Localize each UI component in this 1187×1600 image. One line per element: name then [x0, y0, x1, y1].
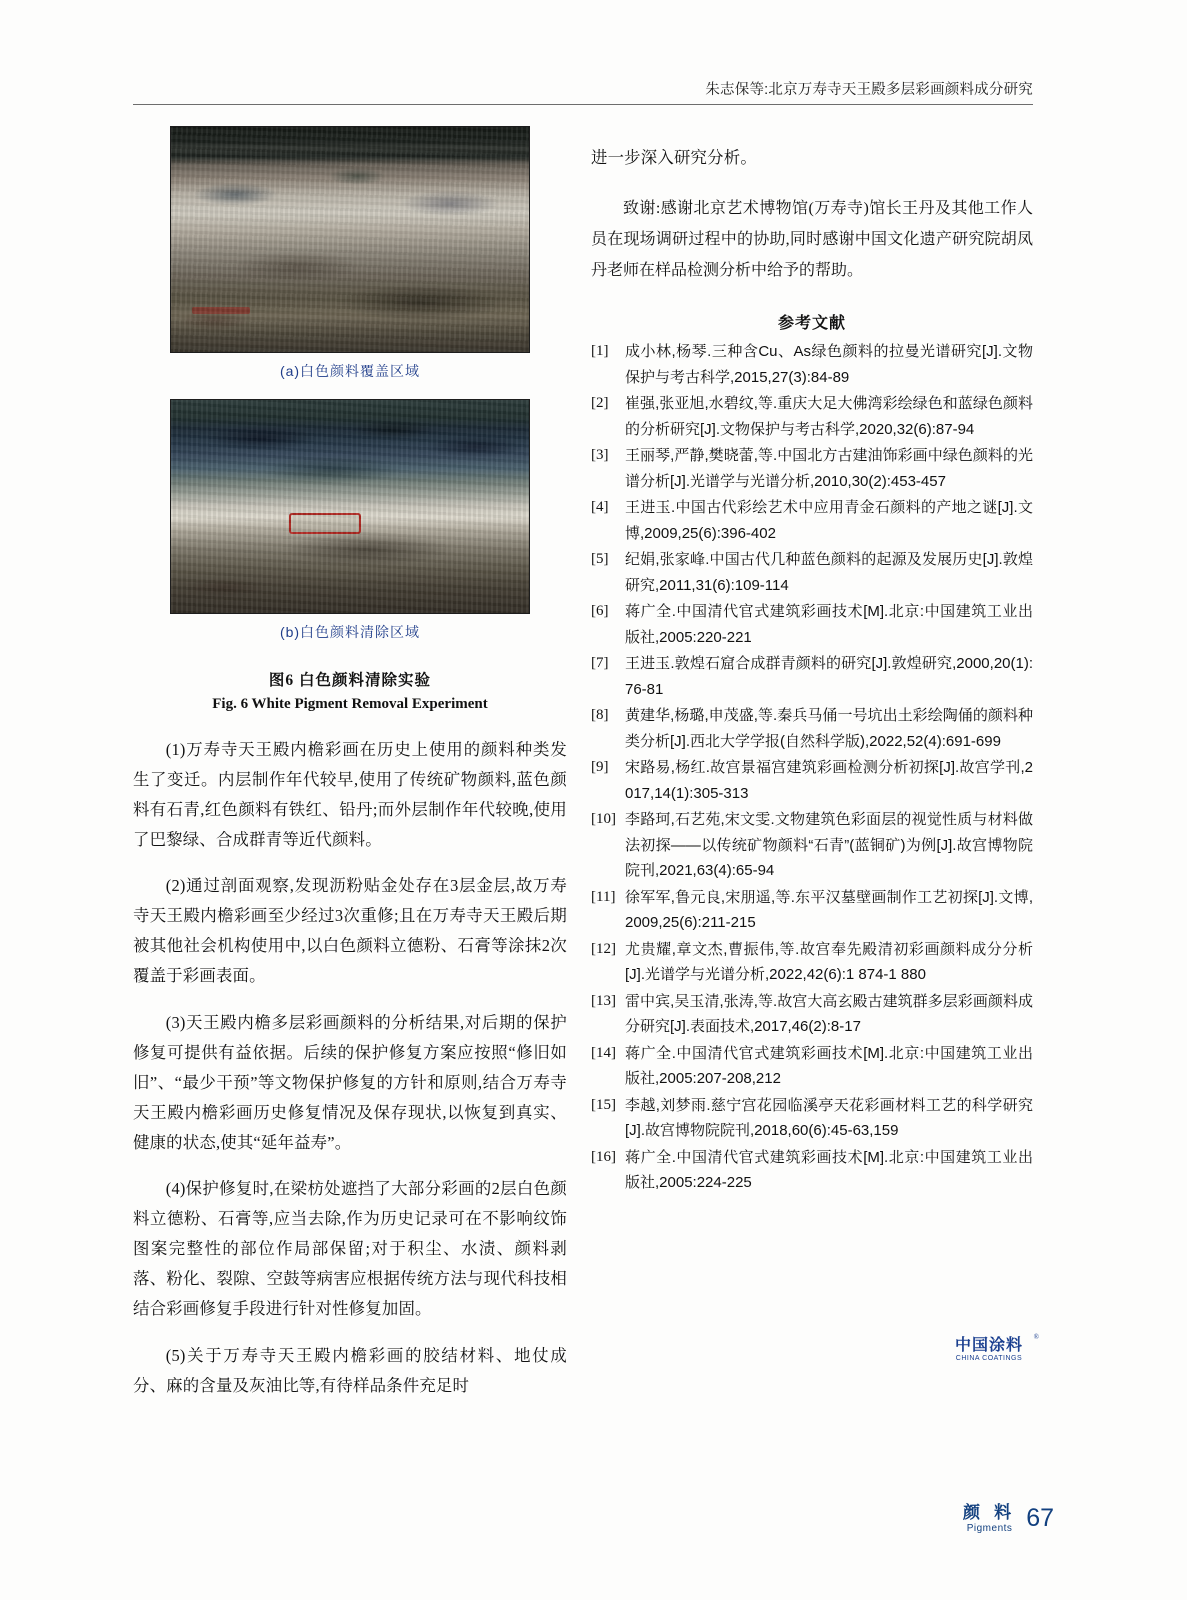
- page-number: 67: [1026, 1504, 1054, 1532]
- reference-text: 成小林,杨琴.三种含Cu、As绿色颜料的拉曼光谱研究[J].文物保护与考古科学,2015,27(3):84-89: [625, 343, 1033, 386]
- figure-6: [133, 126, 567, 713]
- reference-text: 王进玉.敦煌石窟合成群青颜料的研究[J].敦煌研究,2000,20(1):76-81: [625, 655, 1033, 698]
- reference-item: [591, 391, 1033, 442]
- reference-number: [16]: [591, 1148, 616, 1165]
- reference-text: 黄建华,杨璐,申茂盛,等.秦兵马俑一号坑出土彩绘陶俑的颜料种类分析[J].西北大学学报(自然科学版),2022,52(4):691-699: [625, 707, 1033, 750]
- figure-6a-red-marker: [192, 307, 249, 314]
- trademark-icon: ®: [1033, 1332, 1039, 1341]
- reference-item: [591, 599, 1033, 650]
- reference-item: [591, 547, 1033, 598]
- china-coatings-logo-en: CHINA COATINGS: [955, 1354, 1023, 1362]
- figure-6a-subcaption: (a)白色颜料覆盖区域: [279, 363, 421, 379]
- reference-text: 崔强,张亚旭,水碧纹,等.重庆大足大佛湾彩绘绿色和蓝绿色颜料的分析研究[J].文物保护与考古科学,2020,32(6):87-94: [625, 395, 1033, 438]
- conclusion-paragraph-4: (4)保护修复时,在梁枋处遮挡了大部分彩画的2层白色颜料立德粉、石膏等,应当去除,作为历史记录可在不影响纹饰图案完整性的部位作局部保留;对于积尘、水渍、颜料剥落、粉化、裂隙、空鼓等病害应根据传统方法与现代科技相结合彩画修复手段进行针对性修复加固。: [133, 1179, 567, 1319]
- reference-number: [9]: [591, 759, 609, 776]
- reference-text: 蒋广全.中国清代官式建筑彩画技术[M].北京:中国建筑工业出版社,2005:207-208,212: [625, 1044, 1033, 1088]
- reference-number: [7]: [591, 655, 609, 672]
- footer-brand-cn: 颜 料: [962, 1503, 1017, 1523]
- header-divider: [133, 104, 1033, 105]
- reference-item: [591, 339, 1033, 390]
- conclusion-paragraph-1: (1)万寿寺天王殿内檐彩画在历史上使用的颜料种类发生了变迁。内层制作年代较早,使用了传统矿物颜料,蓝色颜料有石青,红色颜料有铁红、铅丹;而外层制作年代较晚,使用了巴黎绿、合成群青等近代颜料。: [133, 740, 567, 849]
- reference-text: 蒋广全.中国清代官式建筑彩画技术[M].北京:中国建筑工业出版社,2005:220-221: [625, 603, 1033, 646]
- figure-6b-photo: [170, 399, 530, 614]
- reference-number: [12]: [591, 940, 616, 957]
- reference-number: [11]: [591, 888, 616, 905]
- reference-text: 尤贵耀,章文杰,曹振伟,等.故宫奉先殿清初彩画颜料成分分析[J].光谱学与光谱分析,2022,42(6):1 874-1 880: [625, 940, 1033, 984]
- reference-item: [591, 703, 1033, 754]
- acknowledgement-paragraph: 致谢:感谢北京艺术博物馆(万寿寺)馆长王丹及其他工作人员在现场调研过程中的协助,同时感谢中国文化遗产研究院胡凤丹老师在样品检测分析中给予的帮助。: [591, 200, 1033, 280]
- figure-6b-subcaption: (b)白色颜料清除区域: [279, 624, 421, 640]
- china-coatings-logo: [941, 1332, 1039, 1362]
- reference-text: 王丽琴,严静,樊晓蕾,等.中国北方古建油饰彩画中绿色颜料的光谱分析[J].光谱学与光谱分析,2010,30(2):453-457: [625, 447, 1033, 490]
- page-footer: [963, 1504, 1054, 1534]
- figure-6-caption-en: Fig. 6 White Pigment Removal Experiment: [212, 696, 488, 712]
- reference-text: 李越,刘梦雨.慈宁宫花园临溪亭天花彩画材料工艺的科学研究[J].故宫博物院院刊,2018,60(6):45-63,159: [625, 1096, 1033, 1140]
- right-column: [591, 126, 1033, 1197]
- reference-text: 纪娟,张家峰.中国古代几种蓝色颜料的起源及发展历史[J].敦煌研究,2011,31(6):109-114: [625, 551, 1033, 594]
- reference-number: [1]: [591, 343, 609, 360]
- reference-item: [591, 443, 1033, 494]
- references-heading: 参考文献: [777, 315, 846, 333]
- figure-6-caption-cn: 图6 白色颜料清除实验: [268, 672, 432, 689]
- reference-number: [4]: [591, 499, 609, 516]
- china-coatings-logo-cn: 中国涂料: [954, 1336, 1023, 1354]
- running-head: 朱志保等:北京万寿寺天王殿多层彩画颜料成分研究: [705, 82, 1033, 98]
- reference-item: [591, 755, 1033, 806]
- reference-item: [591, 1145, 1033, 1196]
- conclusion-paragraph-3: (3)天王殿内檐多层彩画颜料的分析结果,对后期的保护修复可提供有益依据。后续的保护修复方案应按照“修旧如旧”、“最少干预”等文物保护修复的方针和原则,结合万寿寺天王殿内檐彩画历史修复情况及保存现状,以恢复到真实、健康的状态,使其“延年益寿”。: [133, 1012, 567, 1152]
- reference-item: [591, 1041, 1033, 1092]
- conclusion-paragraph-5: (5)关于万寿寺天王殿内檐彩画的胶结材料、地仗成分、麻的含量及灰油比等,有待样品条件充足时: [133, 1345, 567, 1395]
- reference-number: [13]: [591, 992, 616, 1009]
- reference-text: 宋路易,杨红.故宫景福宫建筑彩画检测分析初探[J].故宫学刊,2017,14(1):305-313: [625, 759, 1033, 802]
- reference-number: [15]: [591, 1096, 616, 1113]
- reference-item: [591, 807, 1033, 884]
- reference-text: 王进玉.中国古代彩绘艺术中应用青金石颜料的产地之谜[J].文博,2009,25(6):396-402: [625, 499, 1033, 542]
- reference-text: 李路珂,石艺苑,宋文雯.文物建筑色彩面层的视觉性质与材料做法初探——以传统矿物颜料“石青”(蓝铜矿)为例[J].故宫博物院院刊,2021,63(4):65-94: [625, 811, 1033, 880]
- reference-text: 蒋广全.中国清代官式建筑彩画技术[M].北京:中国建筑工业出版社,2005:224-225: [625, 1148, 1033, 1192]
- reference-item: [591, 1093, 1033, 1144]
- continuation-paragraph: 进一步深入研究分析。: [591, 148, 757, 168]
- reference-number: [14]: [591, 1044, 616, 1061]
- reference-number: [6]: [591, 603, 609, 620]
- reference-number: [2]: [591, 395, 609, 412]
- reference-item: [591, 937, 1033, 988]
- reference-number: [10]: [591, 811, 616, 828]
- reference-item: [591, 651, 1033, 702]
- reference-text: 徐军军,鲁元良,宋朋遥,等.东平汉墓壁画制作工艺初探[J].文博,2009,25(6):211-215: [625, 888, 1033, 932]
- figure-6b-red-box: [289, 513, 361, 534]
- reference-number: [8]: [591, 707, 609, 724]
- reference-item: [591, 989, 1033, 1040]
- reference-number: [5]: [591, 551, 609, 568]
- footer-brand-en: Pigments: [966, 1523, 1013, 1534]
- figure-6a-photo: [170, 126, 530, 353]
- left-column: [133, 126, 567, 1417]
- reference-text: 雷中宾,吴玉清,张涛,等.故宫大高玄殿古建筑群多层彩画颜料成分研究[J].表面技术,2017,46(2):8-17: [625, 992, 1033, 1036]
- reference-item: [591, 885, 1033, 936]
- reference-number: [3]: [591, 447, 609, 464]
- footer-section-brand: [963, 1504, 1016, 1534]
- reference-item: [591, 495, 1033, 546]
- conclusion-paragraph-2: (2)通过剖面观察,发现沥粉贴金处存在3层金层,故万寿寺天王殿内檐彩画至少经过3次重修;且在万寿寺天王殿后期被其他社会机构使用中,以白色颜料立德粉、石膏等涂抹2次覆盖于彩画表面。: [133, 876, 567, 986]
- references-list: [591, 339, 1033, 1196]
